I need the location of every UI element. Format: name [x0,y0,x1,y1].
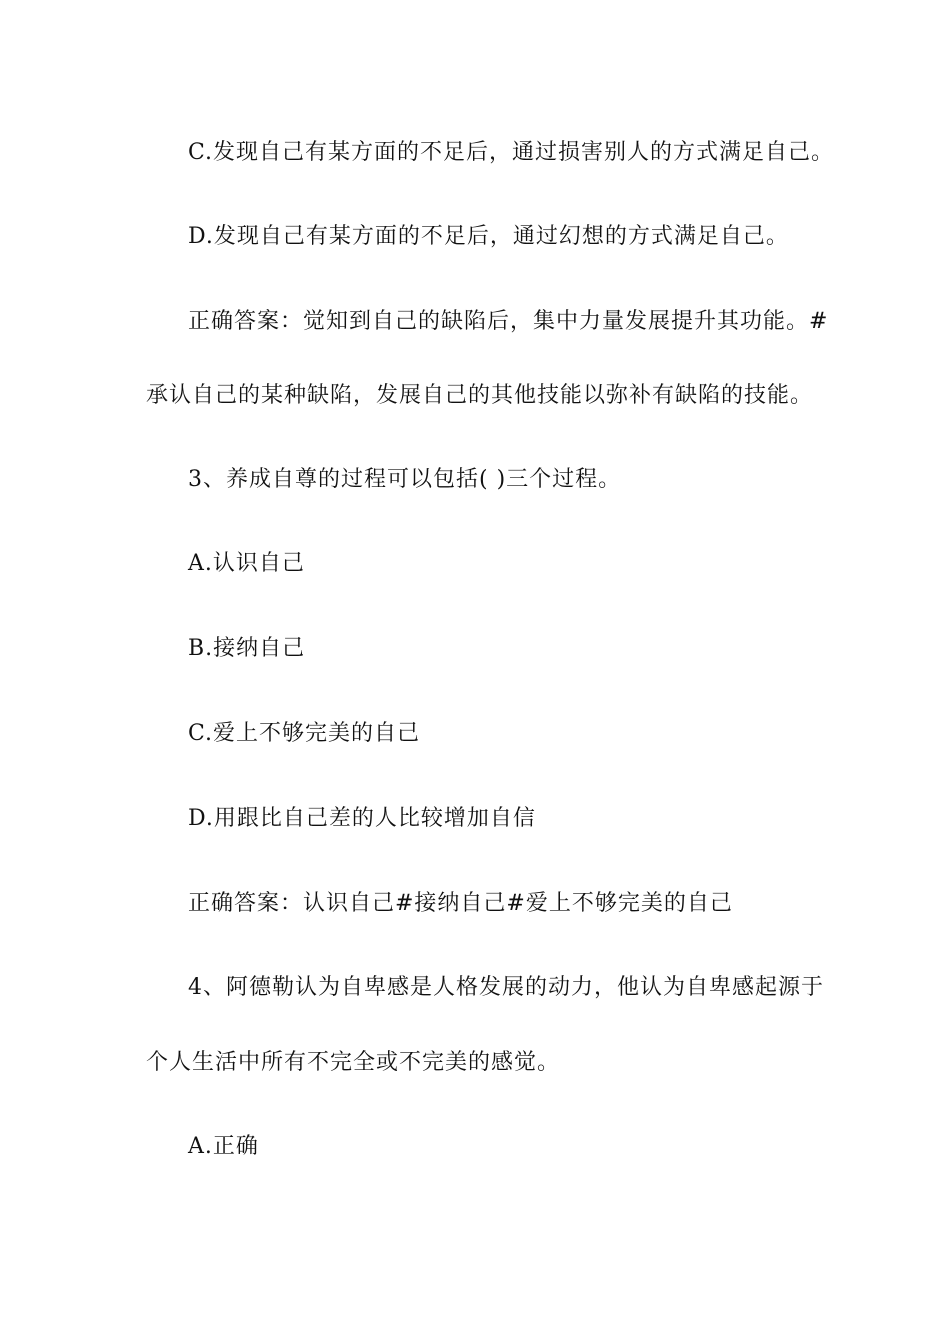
question-3-answer: 正确答案：认识自己#接纳自己#爱上不够完美的自己 [188,891,733,916]
question-3-option-a: A.认识自己 [188,551,305,576]
question-4-option-a: A.正确 [188,1134,259,1159]
question-3-option-c: C.爱上不够完美的自己 [188,721,421,746]
question-2-answer-line-1: 正确答案：觉知到自己的缺陷后，集中力量发展提升其功能。# [188,309,829,334]
question-2-option-d: D.发现自己有某方面的不足后，通过幻想的方式满足自己。 [188,224,789,249]
question-4-stem-line-2: 个人生活中所有不完全或不完美的感觉。 [146,1050,561,1075]
question-3-stem: 3、养成自尊的过程可以包括( )三个过程。 [188,467,622,492]
question-3-option-b: B.接纳自己 [188,636,306,661]
question-2-option-c: C.发现自己有某方面的不足后，通过损害别人的方式满足自己。 [188,140,835,165]
question-3-option-d: D.用跟比自己差的人比较增加自信 [188,806,536,831]
question-4-stem-line-1: 4、阿德勒认为自卑感是人格发展的动力，他认为自卑感起源于 [188,975,824,1000]
question-2-answer-line-2: 承认自己的某种缺陷，发展自己的其他技能以弥补有缺陷的技能。 [146,383,814,408]
